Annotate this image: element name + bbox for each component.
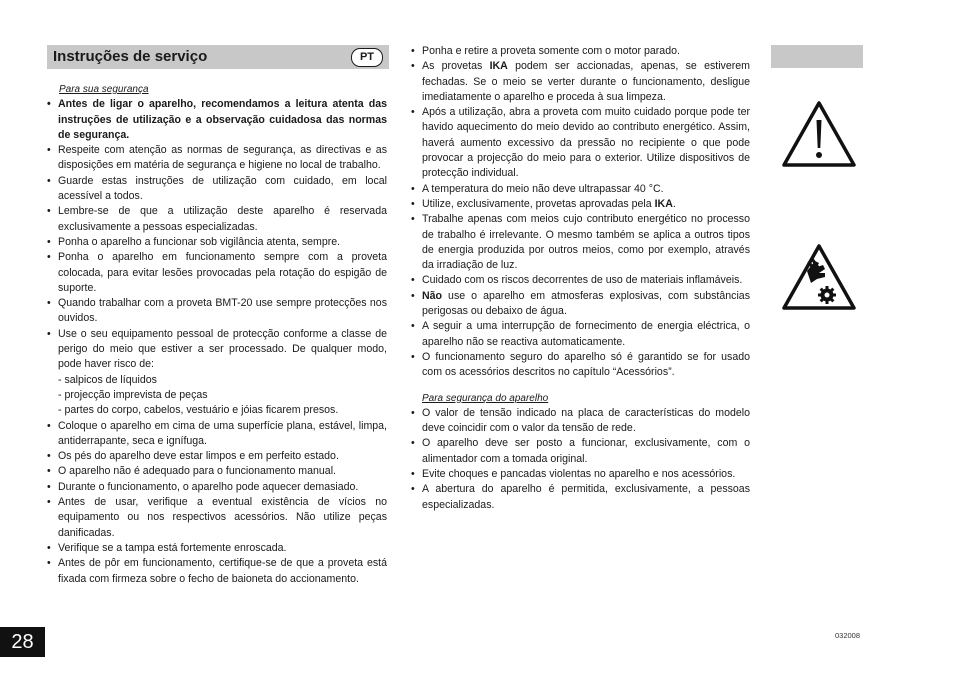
hand-gear-hazard-icon — [781, 243, 857, 311]
list-item: • O funcionamento seguro do aparelho só é garantido se for usado com os acessórios descritos no capítulo “Acessórios”. — [411, 350, 750, 381]
brand-ika: IKA — [654, 197, 673, 210]
list-item: • Guarde estas instruções de utilização com cuidado, em local acessível a todos. — [47, 174, 387, 205]
list-item: • A temperatura do meio não deve ultrapassar 40 °C. — [411, 182, 750, 197]
section-heading-safety: Para sua segurança — [59, 84, 149, 95]
section-heading-device: Para segurança do aparelho — [422, 392, 549, 404]
list-item: • Evite choques e pancadas violentas no aparelho e nos acessórios. — [411, 467, 750, 482]
bold-nao: Não — [422, 289, 443, 302]
list-item: • Verifique se a tampa está fortemente enroscada. — [47, 541, 387, 556]
list-item: • Ponha e retire a proveta somente com o motor parado. — [411, 44, 750, 59]
text-segment: podem ser accionadas, apenas, se estiverem fechadas. Se o meio se verter durante o funcionamento, desligue imediatamente o aparelho e proceda à sua limpeza. — [422, 60, 750, 103]
list-item: • Durante o funcionamento, o aparelho pode aquecer demasiado. — [47, 480, 387, 495]
list-item: • Quando trabalhar com a proveta BMT-20 use sempre protecções nos ouvidos. — [47, 296, 387, 327]
list-item: • O valor de tensão indicado na placa de características do modelo deve coincidir com o valor da tensão de rede. — [411, 406, 750, 437]
list-item: • A seguir a uma interrupção de fornecimento de energia eléctrica, o aparelho não se reactiva automaticamente. — [411, 319, 750, 350]
header-bar-right — [771, 45, 863, 68]
brand-ika: IKA — [489, 60, 508, 73]
spacer — [411, 381, 750, 391]
list-item: • Lembre-se de que a utilização deste aparelho é reservada exclusivamente a pessoas especializadas. — [47, 204, 387, 235]
list-item: • Antes de pôr em funcionamento, certifique-se de que a proveta está fixada com firmeza sobre o fecho de baioneta do accionamento. — [47, 556, 387, 587]
text-segment: . — [672, 197, 676, 210]
list-item — [411, 289, 750, 320]
left-column — [47, 82, 387, 587]
list-item: • Os pés do aparelho deve estar limpos e em perfeito estado. — [47, 449, 387, 464]
text-segment: Utilize, exclusivamente, provetas aprovadas pela — [422, 197, 655, 210]
list-item: • Use o seu equipamento pessoal de protecção conforme a classe de perigo do meio que estiver a ser processado. De qualquer modo, pode haver risco de: — [47, 327, 387, 373]
page-number: 28 — [0, 627, 45, 657]
section-title: Instruções de serviço — [53, 48, 208, 65]
list-item: • A abertura do aparelho é permitida, exclusivamente, a pessoas especializadas. — [411, 482, 750, 513]
safety-intro: • Antes de ligar o aparelho, recomendamos a leitura atenta das instruções de utilização e a observação cuidadosa das normas de segurança. — [47, 97, 387, 143]
sub-item: - partes do corpo, cabelos, vestuário e jóias ficarem presos. — [58, 404, 339, 417]
document-code: 032008 — [835, 631, 861, 640]
list-item: • Ponha o aparelho a funcionar sob vigilância atenta, sempre. — [47, 235, 387, 250]
list-item: • Ponha o aparelho em funcionamento sempre com a proveta colocada, para evitar lesões provocadas pela rotação do espigão de suporte. — [47, 250, 387, 296]
list-item: • Respeite com atenção as normas de segurança, as directivas e as disposições em matéria de segurança e higiene no local de trabalho. — [47, 143, 387, 174]
list-item: • Após a utilização, abra a proveta com muito cuidado porque pode ter havido aquecimento do meio devido ao contributo energético. Assim, haverá aumento excessivo da pressão no recipiente o que pode provocar a projecção do meio para o exterior. Utilize dispositivos de protecção individual. — [411, 105, 750, 181]
list-item: • Coloque o aparelho em cima de uma superfície plana, estável, limpa, antiderrapante, seca e ignífuga. — [47, 419, 387, 450]
right-column — [411, 44, 750, 513]
list-item — [411, 197, 750, 212]
list-item: • Cuidado com os riscos decorrentes de uso de materiais inflamáveis. — [411, 273, 750, 288]
list-item: • Antes de usar, verifique a eventual existência de vícios no equipamento ou nos respectivos acessórios. Não utilize peças danificadas. — [47, 495, 387, 541]
section-header — [47, 45, 389, 69]
list-item — [411, 59, 750, 105]
sub-item: - salpicos de líquidos — [58, 373, 157, 386]
text-segment: As provetas — [422, 60, 490, 73]
text-segment: use o aparelho em atmosferas explosivas, com substâncias perigosas ou debaixo de água. — [422, 289, 750, 318]
sub-item: - projecção imprevista de peças — [58, 388, 208, 401]
list-item: • O aparelho não é adequado para o funcionamento manual. — [47, 464, 387, 479]
language-badge: PT — [351, 48, 383, 67]
list-item: • O aparelho deve ser posto a funcionar, exclusivamente, com o alimentador com a tomada original. — [411, 436, 750, 467]
warning-triangle-icon — [781, 100, 857, 168]
list-item: • Trabalhe apenas com meios cujo contributo energético no processo de trabalho é irrelevante. O mesmo também se aplica a outros tipos de energia produzida por outros meios, como por exemplo, através da irradiação de luz. — [411, 212, 750, 273]
